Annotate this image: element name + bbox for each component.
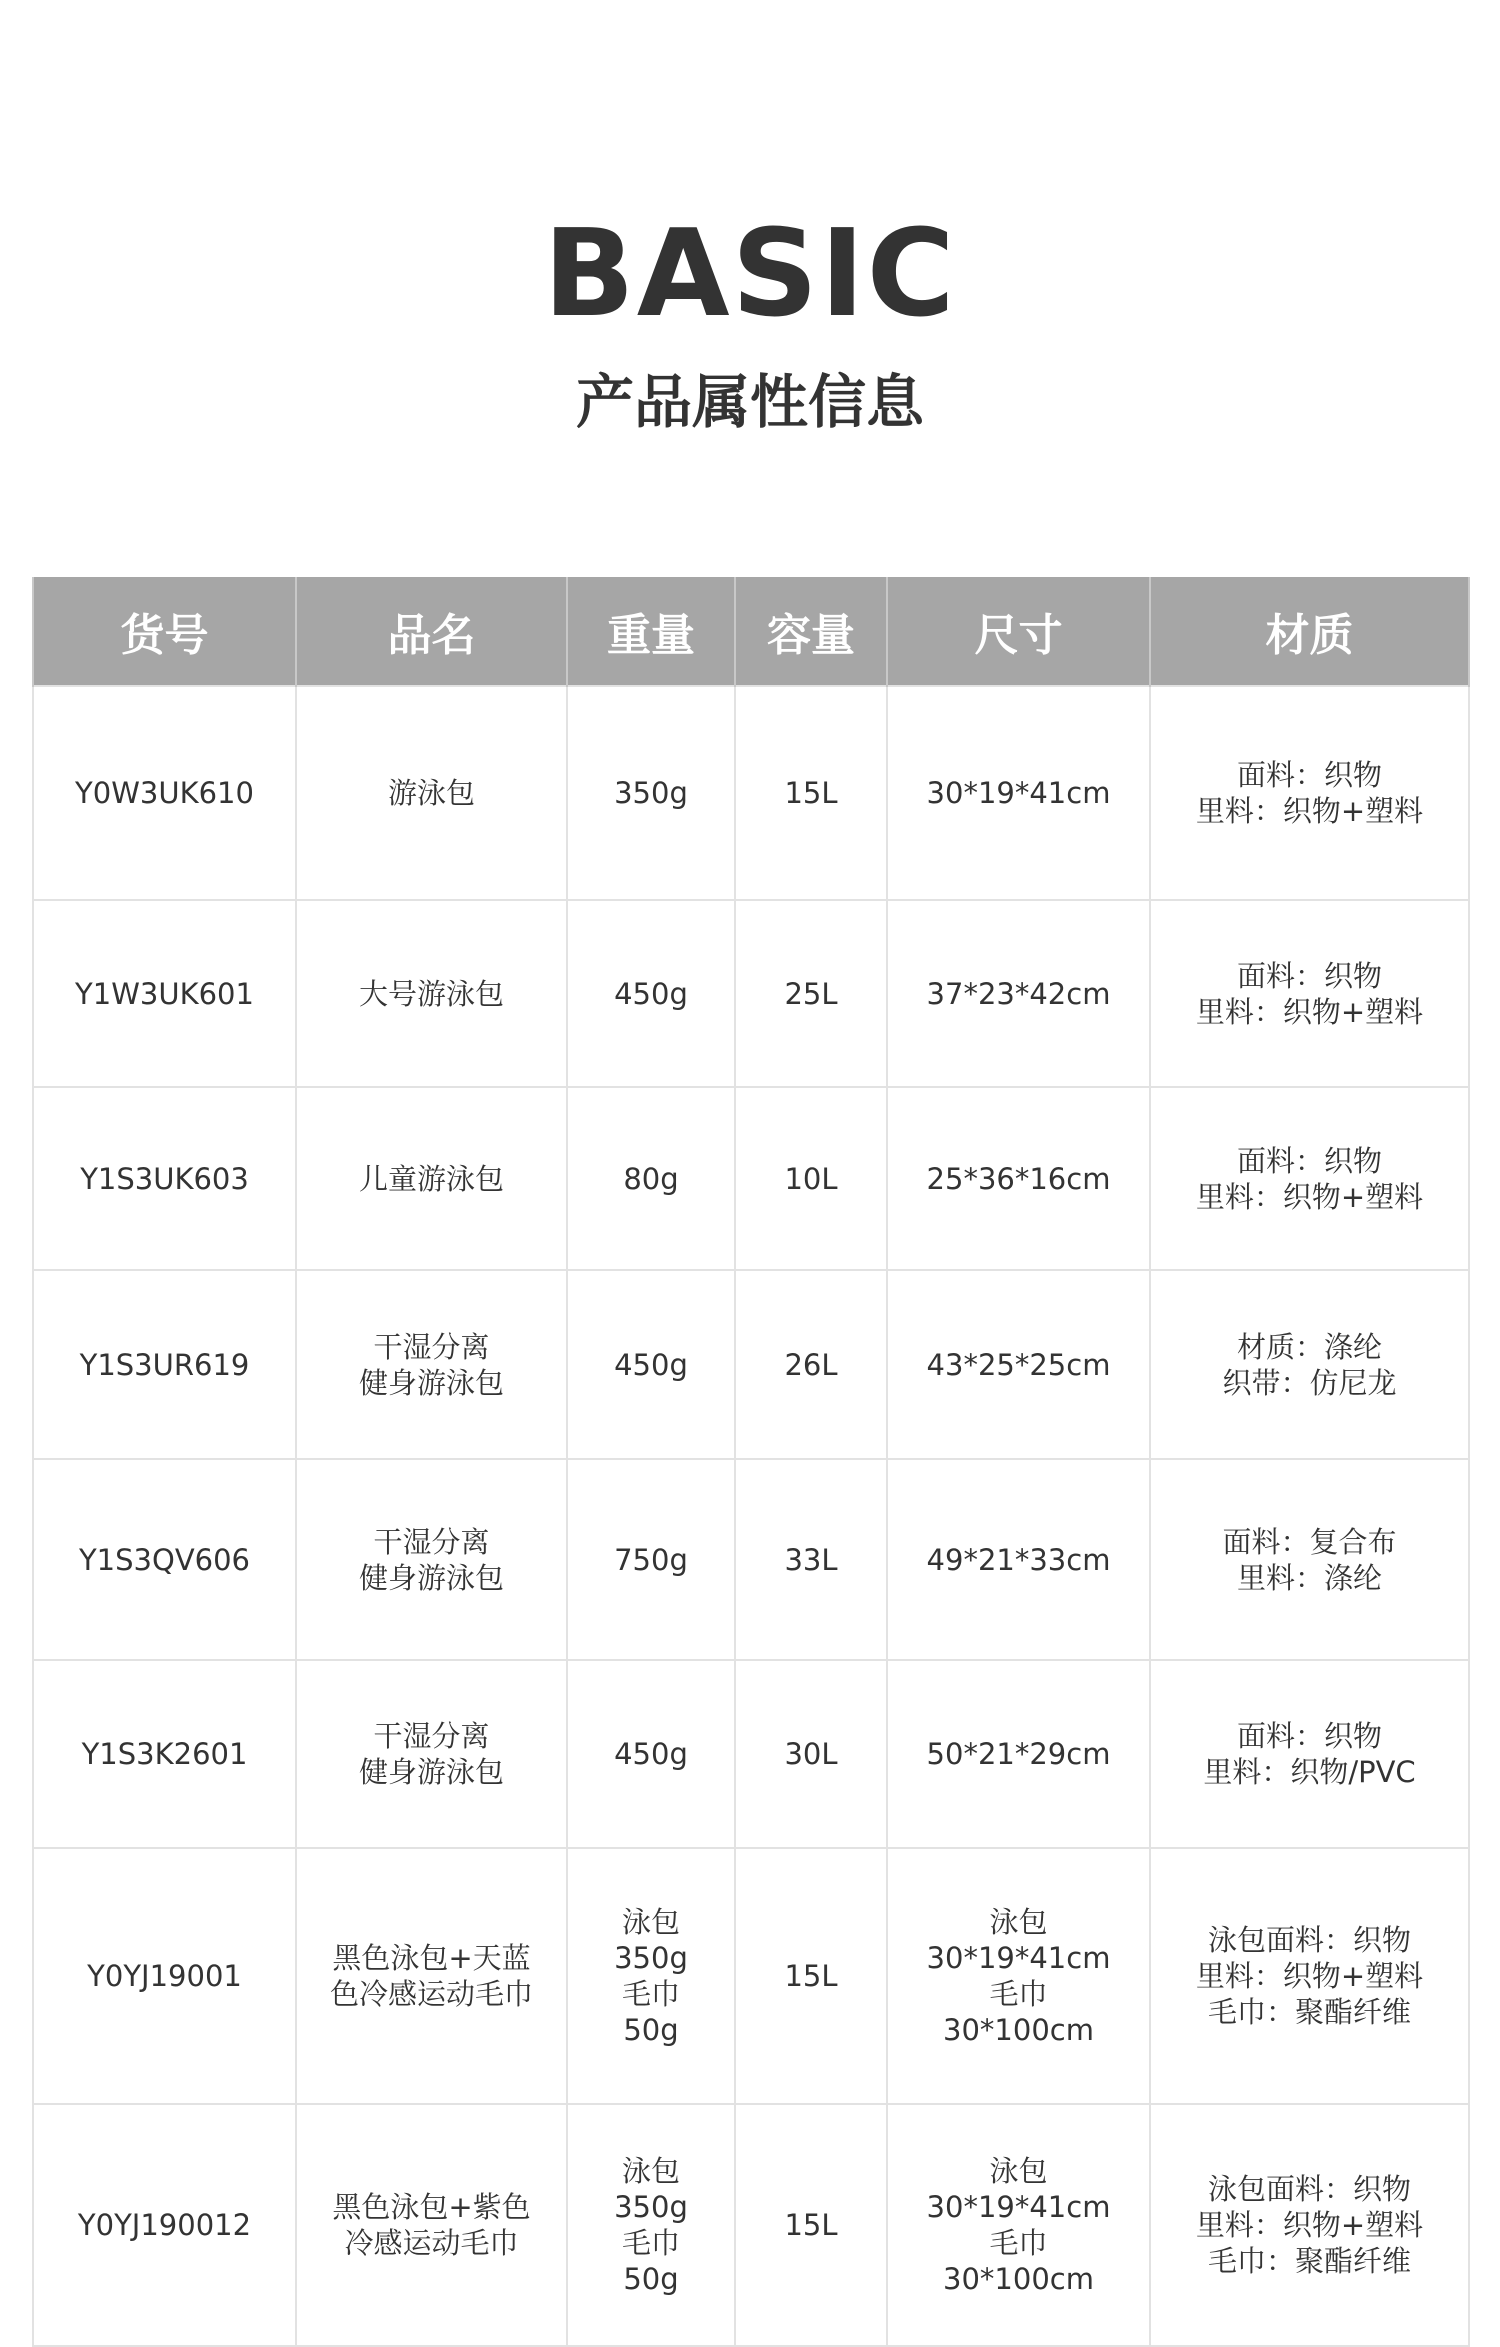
table-row bbox=[33, 1459, 1469, 1660]
cell-capacity: 26L bbox=[735, 1270, 887, 1459]
cell-size: 43*25*25cm bbox=[887, 1270, 1150, 1459]
cell-size: 49*21*33cm bbox=[887, 1459, 1150, 1660]
cell-size: 泳包 30*19*41cm 毛巾 30*100cm bbox=[887, 2104, 1150, 2346]
table-row bbox=[33, 2104, 1469, 2346]
column-header-name: 品名 bbox=[296, 577, 567, 686]
cell-code: Y0YJ190012 bbox=[33, 2104, 296, 2346]
cell-weight: 450g bbox=[567, 1270, 735, 1459]
cell-material: 面料：织物 里料：织物+塑料 bbox=[1150, 900, 1469, 1087]
cell-capacity: 25L bbox=[735, 900, 887, 1087]
cell-capacity: 33L bbox=[735, 1459, 887, 1660]
table-header-row bbox=[33, 577, 1469, 686]
column-header-material: 材质 bbox=[1150, 577, 1469, 686]
cell-name: 干湿分离 健身游泳包 bbox=[296, 1660, 567, 1848]
table-row bbox=[33, 900, 1469, 1087]
cell-name: 干湿分离 健身游泳包 bbox=[296, 1270, 567, 1459]
cell-size: 50*21*29cm bbox=[887, 1660, 1150, 1848]
column-header-code: 货号 bbox=[33, 577, 296, 686]
cell-capacity: 15L bbox=[735, 2104, 887, 2346]
cell-weight: 80g bbox=[567, 1087, 735, 1270]
product-spec-table bbox=[32, 577, 1470, 2347]
cell-weight: 泳包 350g 毛巾 50g bbox=[567, 2104, 735, 2346]
cell-name: 干湿分离 健身游泳包 bbox=[296, 1459, 567, 1660]
cell-capacity: 15L bbox=[735, 1848, 887, 2104]
cell-code: Y0W3UK610 bbox=[33, 686, 296, 900]
page-title: BASIC bbox=[543, 205, 957, 344]
cell-weight: 750g bbox=[567, 1459, 735, 1660]
table-row bbox=[33, 686, 1469, 900]
table-row bbox=[33, 1087, 1469, 1270]
cell-material: 材质：涤纶 织带：仿尼龙 bbox=[1150, 1270, 1469, 1459]
cell-name: 黑色泳包+紫色 冷感运动毛巾 bbox=[296, 2104, 567, 2346]
cell-material: 面料：复合布 里料：涤纶 bbox=[1150, 1459, 1469, 1660]
cell-size: 25*36*16cm bbox=[887, 1087, 1150, 1270]
table-row bbox=[33, 1270, 1469, 1459]
cell-size: 泳包 30*19*41cm 毛巾 30*100cm bbox=[887, 1848, 1150, 2104]
cell-material: 面料：织物 里料：织物+塑料 bbox=[1150, 1087, 1469, 1270]
table-row bbox=[33, 1848, 1469, 2104]
page-subtitle: 产品属性信息 bbox=[575, 368, 924, 436]
cell-weight: 450g bbox=[567, 1660, 735, 1848]
cell-material: 泳包面料：织物 里料：织物+塑料 毛巾：聚酯纤维 bbox=[1150, 1848, 1469, 2104]
column-header-size: 尺寸 bbox=[887, 577, 1150, 686]
cell-weight: 350g bbox=[567, 686, 735, 900]
cell-size: 30*19*41cm bbox=[887, 686, 1150, 900]
column-header-weight: 重量 bbox=[567, 577, 735, 686]
column-header-capacity: 容量 bbox=[735, 577, 887, 686]
cell-code: Y0YJ19001 bbox=[33, 1848, 296, 2104]
cell-code: Y1S3UR619 bbox=[33, 1270, 296, 1459]
cell-code: Y1S3K2601 bbox=[33, 1660, 296, 1848]
cell-material: 面料：织物 里料：织物+塑料 bbox=[1150, 686, 1469, 900]
cell-name: 大号游泳包 bbox=[296, 900, 567, 1087]
cell-capacity: 15L bbox=[735, 686, 887, 900]
cell-capacity: 30L bbox=[735, 1660, 887, 1848]
cell-material: 面料：织物 里料：织物/PVC bbox=[1150, 1660, 1469, 1848]
cell-name: 黑色泳包+天蓝 色冷感运动毛巾 bbox=[296, 1848, 567, 2104]
cell-code: Y1W3UK601 bbox=[33, 900, 296, 1087]
cell-material: 泳包面料：织物 里料：织物+塑料 毛巾：聚酯纤维 bbox=[1150, 2104, 1469, 2346]
cell-code: Y1S3QV606 bbox=[33, 1459, 296, 1660]
table-row bbox=[33, 1660, 1469, 1848]
cell-weight: 泳包 350g 毛巾 50g bbox=[567, 1848, 735, 2104]
cell-name: 游泳包 bbox=[296, 686, 567, 900]
cell-weight: 450g bbox=[567, 900, 735, 1087]
cell-capacity: 10L bbox=[735, 1087, 887, 1270]
cell-size: 37*23*42cm bbox=[887, 900, 1150, 1087]
cell-code: Y1S3UK603 bbox=[33, 1087, 296, 1270]
cell-name: 儿童游泳包 bbox=[296, 1087, 567, 1270]
